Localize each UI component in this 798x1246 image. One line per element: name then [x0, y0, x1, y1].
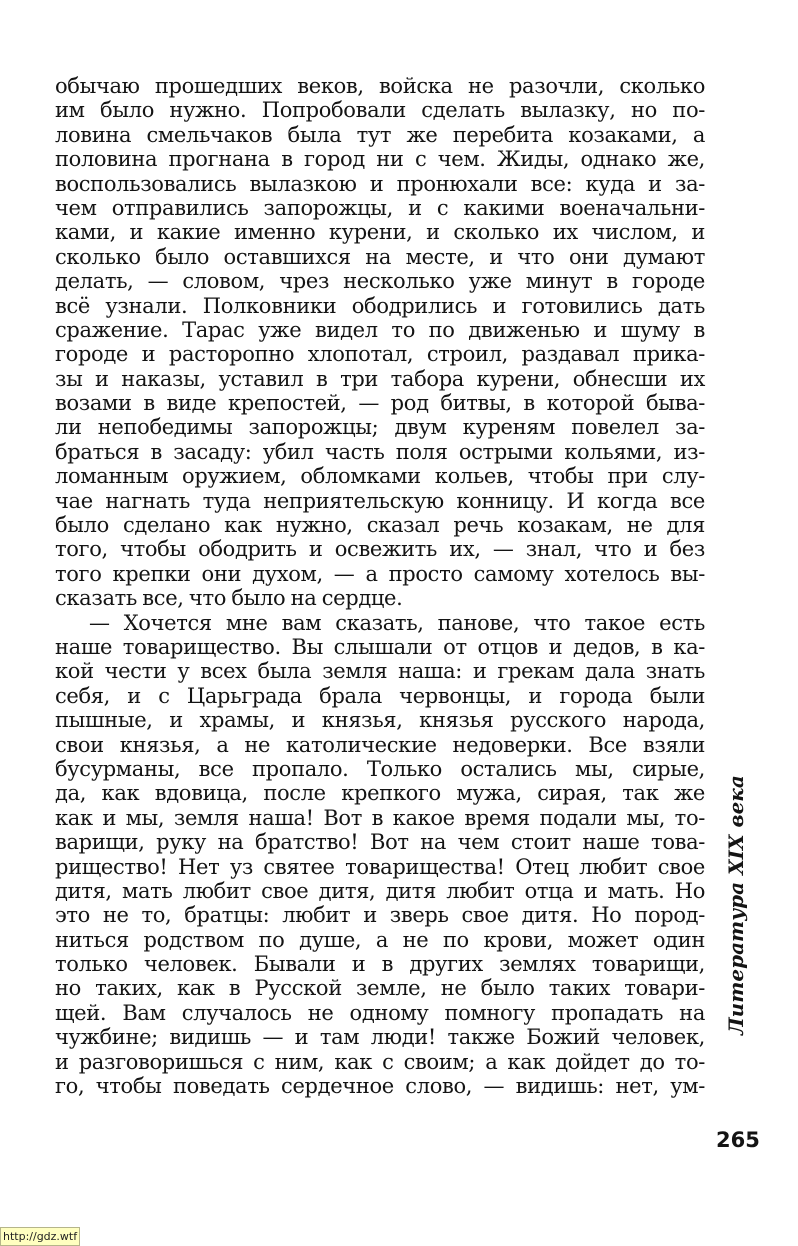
text-line: сражение. Тарас уже видел то по движенью и шуму в	[55, 317, 705, 342]
text-line: да, как вдовица, после крепкого мужа, сирая, так же	[55, 781, 705, 806]
text-line: возами в виде крепостей, — род битвы, в которой быва-	[55, 391, 705, 416]
text-line: и разговоришься с ним, как с своим; а как дойдет до то-	[55, 1049, 705, 1074]
text-line: того, чтобы ободрить и освежить их, — знал, что и без	[55, 537, 705, 562]
text-line: воспользовались вылазкою и пронюхали все: куда и за-	[55, 171, 705, 196]
text-line: сколько было оставшихся на месте, и что они думают	[55, 244, 705, 269]
text-line: только человек. Бывали и в других землях товарищи,	[55, 952, 705, 977]
text-line: зы и наказы, уставил в три табора курени, обнесши их	[55, 366, 705, 391]
text-line: дитя, мать любит свое дитя, дитя любит отца и мать. Но	[55, 878, 705, 903]
text-line: ниться родством по душе, а не по крови, может один	[55, 927, 705, 952]
text-line: всё узнали. Полковники ободрились и готовились дать	[55, 293, 705, 318]
text-line: браться в засаду: убил часть поля острыми кольями, из-	[55, 439, 705, 464]
text-line: половина прогнана в город ни с чем. Жиды, однако же,	[55, 147, 705, 172]
text-line: ли непобедимы запорожцы; двум куреням повелел за-	[55, 415, 705, 440]
text-line: городе и расторопно хлопотал, строил, раздавал прика-	[55, 342, 705, 367]
text-line: себя, и с Царьграда брала червонцы, и города были	[55, 683, 705, 708]
text-line: рищество! Нет уз святее товарищества! Отец любит свое	[55, 854, 705, 879]
text-line: наше товарищество. Вы слышали от отцов и дедов, в ка-	[55, 634, 705, 659]
text-line: — Хочется мне вам сказать, панове, что такое есть	[89, 610, 705, 635]
text-line: ками, и какие именно курени, и сколько их числом, и	[55, 220, 705, 245]
text-line: го, чтобы поведать сердечное слово, — видишь: нет, ум-	[55, 1074, 705, 1099]
text-line: щей. Вам случалось не одному помногу пропадать на	[55, 1000, 705, 1025]
text-line: было сделано как нужно, сказал речь козакам, не для	[55, 513, 705, 538]
text-line: сказать все, что было на сердце.	[55, 586, 403, 611]
text-line: но таких, как в Русской земле, не было таких товари-	[55, 976, 705, 1001]
text-line: чае нагнать туда неприятельскую конницу. И когда все	[55, 488, 705, 513]
section-side-label: Литература XIX века	[724, 775, 748, 1035]
text-line: варищи, руку на братство! Вот на чем стоит наше това-	[55, 830, 705, 855]
text-line: кой чести у всех была земля наша: и грекам дала знать	[55, 659, 705, 684]
text-line: чужбине; видишь — и там люди! также Божий человек,	[55, 1025, 705, 1050]
text-line: свои князья, а не католические недоверки. Все взяли	[55, 732, 705, 757]
page-number: 265	[716, 1128, 760, 1152]
text-line: им было нужно. Попробовали сделать вылазку, но по-	[55, 98, 705, 123]
body-text	[55, 74, 705, 1098]
text-line: бусурманы, все пропало. Только остались мы, сирые,	[55, 756, 705, 781]
text-line: пышные, и храмы, и князья, князья русского народа,	[55, 708, 705, 733]
text-line: это не то, братцы: любит и зверь свое дитя. Но пород-	[55, 903, 705, 928]
text-line: ломанным оружием, обломками кольев, чтобы при слу-	[55, 464, 705, 489]
text-line: обычаю прошедших веков, войска не разочли, сколько	[55, 74, 705, 98]
text-line: как и мы, земля наша! Вот в какое время подали мы, то-	[55, 805, 705, 830]
text-line: ловина смельчаков была тут же перебита козаками, а	[55, 122, 705, 147]
text-line: того крепки они духом, — а просто самому хотелось вы-	[55, 561, 705, 586]
watermark-link[interactable]: http://gdz.wtf	[0, 1227, 80, 1246]
text-line: делать, — словом, чрез несколько уже минут в городе	[55, 269, 705, 294]
text-line: чем отправились запорожцы, и с какими военачальни-	[55, 195, 705, 220]
